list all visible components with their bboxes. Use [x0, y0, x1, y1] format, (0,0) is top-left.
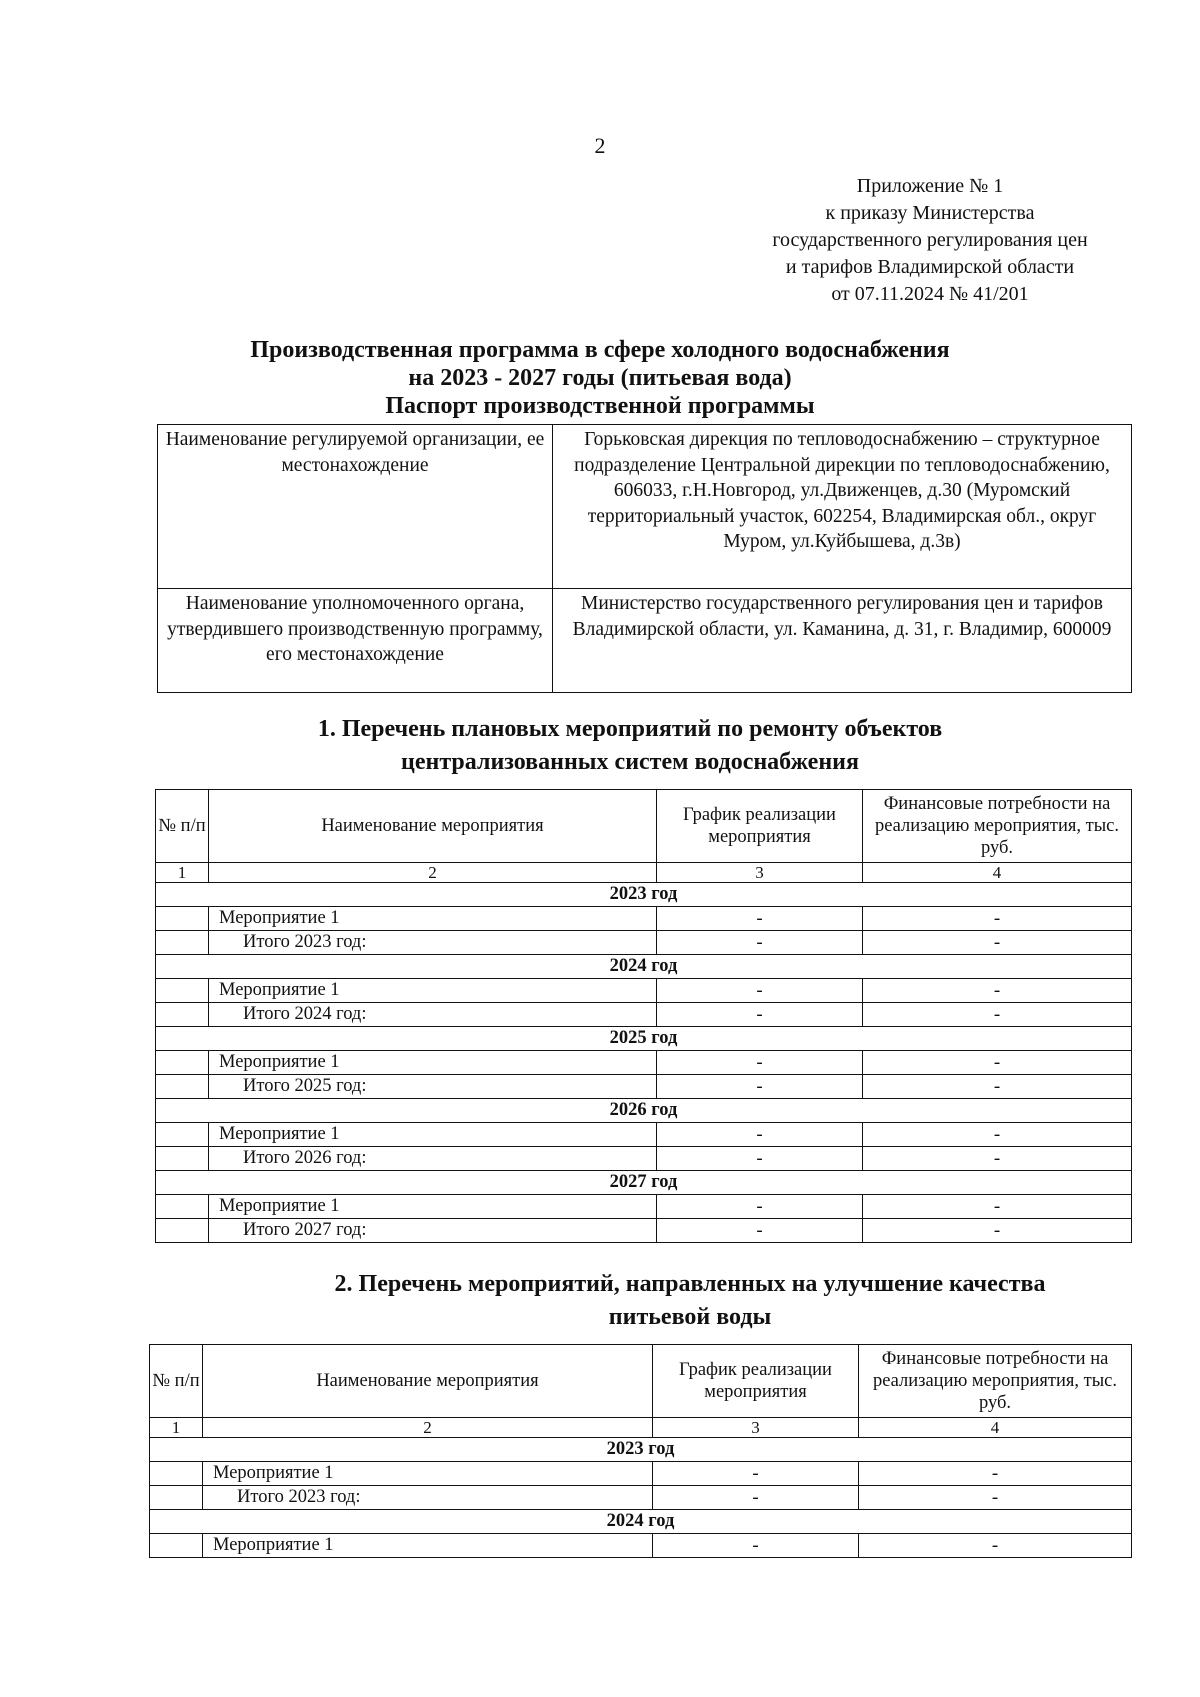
- table-header-row: [150, 1345, 1132, 1418]
- measure-name: Мероприятие 1: [209, 979, 657, 1003]
- passport-label: Наименование регулируемой организации, ее местонахождение: [158, 425, 553, 589]
- row-number: [156, 1195, 209, 1219]
- column-number: 4: [859, 1418, 1132, 1438]
- measure-schedule: -: [653, 1462, 859, 1486]
- document-title: [150, 336, 1050, 420]
- measure-schedule: -: [657, 1123, 863, 1147]
- passport-row: [158, 589, 1132, 693]
- total-label: Итого 2026 год:: [209, 1147, 657, 1171]
- table-row: [156, 1051, 1132, 1075]
- passport-row: [158, 425, 1132, 589]
- total-label: Итого 2027 год:: [209, 1219, 657, 1243]
- total-finance: -: [863, 931, 1132, 955]
- year-row: [150, 1438, 1132, 1462]
- table-row: [156, 1195, 1132, 1219]
- annex-line: от 07.11.2024 № 41/201: [831, 283, 1029, 305]
- total-row: [156, 1147, 1132, 1171]
- column-number: 4: [863, 863, 1132, 883]
- year-label: 2023 год: [156, 883, 1132, 907]
- measure-schedule: -: [657, 1051, 863, 1075]
- total-finance: -: [859, 1486, 1132, 1510]
- row-number: [150, 1486, 203, 1510]
- measure-schedule: -: [657, 907, 863, 931]
- column-number: 3: [653, 1418, 859, 1438]
- header-name: Наименование мероприятия: [209, 790, 657, 863]
- title-line: на 2023 - 2027 годы (питьевая вода): [408, 365, 792, 391]
- total-schedule: -: [657, 1219, 863, 1243]
- total-row: [156, 1003, 1132, 1027]
- year-row: [156, 883, 1132, 907]
- year-row: [156, 955, 1132, 979]
- total-row: [156, 1219, 1132, 1243]
- total-finance: -: [863, 1219, 1132, 1243]
- header-name: Наименование мероприятия: [203, 1345, 653, 1418]
- section-title-line: централизованных систем водоснабжения: [401, 749, 859, 775]
- table-row: [156, 1123, 1132, 1147]
- measure-finance: -: [859, 1534, 1132, 1558]
- section-title-line: питьевой воды: [608, 1304, 772, 1330]
- total-schedule: -: [653, 1486, 859, 1510]
- table-header-row: [156, 790, 1132, 863]
- year-label: 2024 год: [150, 1510, 1132, 1534]
- measure-name: Мероприятие 1: [203, 1462, 653, 1486]
- section-1-title: [200, 713, 1060, 779]
- passport-value: Министерство государственного регулирования цен и тарифов Владимирской области, ул. Каманина, д. 31, г. Владимир, 600009: [553, 589, 1132, 693]
- total-row: [156, 1075, 1132, 1099]
- year-row: [156, 1099, 1132, 1123]
- total-schedule: -: [657, 1003, 863, 1027]
- header-schedule: График реализации мероприятия: [657, 790, 863, 863]
- page-number: 2: [594, 133, 606, 158]
- table-row: [150, 1534, 1132, 1558]
- column-number: 2: [203, 1418, 653, 1438]
- annex-line: к приказу Министерства: [825, 202, 1035, 224]
- measure-finance: -: [863, 1195, 1132, 1219]
- total-finance: -: [863, 1003, 1132, 1027]
- passport-value: [553, 425, 1132, 589]
- section-2-title: [250, 1268, 1130, 1334]
- header-schedule: График реализации мероприятия: [653, 1345, 859, 1418]
- total-row: [150, 1486, 1132, 1510]
- table-row: [156, 979, 1132, 1003]
- year-label: 2025 год: [156, 1027, 1132, 1051]
- measure-name: Мероприятие 1: [203, 1534, 653, 1558]
- year-row: [156, 1171, 1132, 1195]
- passport-value-part: 606033, г.Н.Новгород, ул.Движенцев, д.30 (Муромский территориальный участок, 602254, Владимирская обл., округ Муром, ул.Куйбышева, д.3в): [587, 480, 1097, 552]
- year-label: 2024 год: [156, 955, 1132, 979]
- annex-block: [700, 173, 1160, 308]
- total-label: Итого 2025 год:: [209, 1075, 657, 1099]
- year-label: 2027 год: [156, 1171, 1132, 1195]
- measure-name: Мероприятие 1: [209, 907, 657, 931]
- passport-title: Паспорт производственной программы: [385, 393, 815, 419]
- row-number: [156, 1051, 209, 1075]
- measure-schedule: -: [657, 1195, 863, 1219]
- column-number: 1: [156, 863, 209, 883]
- year-label: 2023 год: [150, 1438, 1132, 1462]
- total-label: Итого 2023 год:: [203, 1486, 653, 1510]
- year-row: [156, 1027, 1132, 1051]
- year-label: 2026 год: [156, 1099, 1132, 1123]
- passport-table: [157, 424, 1132, 693]
- measure-finance: -: [863, 979, 1132, 1003]
- measure-name: Мероприятие 1: [209, 1195, 657, 1219]
- measure-finance: -: [863, 907, 1132, 931]
- row-number: [156, 1075, 209, 1099]
- header-number: № п/п: [156, 790, 209, 863]
- measure-finance: -: [863, 1051, 1132, 1075]
- section-title-line: 1. Перечень плановых мероприятий по ремонту объектов: [317, 716, 943, 742]
- measure-name: Мероприятие 1: [209, 1123, 657, 1147]
- passport-label: Наименование уполномоченного органа, утвердившего производственную программу, его местонахождение: [158, 589, 553, 693]
- row-number: [156, 907, 209, 931]
- row-number: [150, 1462, 203, 1486]
- column-number-row: [156, 863, 1132, 883]
- passport-value-part: Горьковская дирекция по тепловодоснабжению – структурное подразделение Центральной дирекции по тепловодоснабжению,: [574, 429, 1110, 476]
- annex-line: государственного регулирования цен: [772, 229, 1088, 251]
- column-number-row: [150, 1418, 1132, 1438]
- water-quality-measures-table: [149, 1344, 1132, 1558]
- row-number: [156, 1219, 209, 1243]
- row-number: [156, 1147, 209, 1171]
- total-schedule: -: [657, 931, 863, 955]
- annex-line: Приложение № 1: [856, 175, 1004, 197]
- table-row: [150, 1462, 1132, 1486]
- row-number: [156, 1123, 209, 1147]
- measure-schedule: -: [653, 1534, 859, 1558]
- row-number: [156, 979, 209, 1003]
- measure-name: Мероприятие 1: [209, 1051, 657, 1075]
- annex-line: и тарифов Владимирской области: [785, 256, 1075, 278]
- header-finance: Финансовые потребности на реализацию мероприятия, тыс. руб.: [859, 1345, 1132, 1418]
- row-number: [156, 1003, 209, 1027]
- column-number: 3: [657, 863, 863, 883]
- measure-finance: -: [859, 1462, 1132, 1486]
- column-number: 2: [209, 863, 657, 883]
- row-number: [156, 931, 209, 955]
- measure-finance: -: [863, 1123, 1132, 1147]
- total-finance: -: [863, 1147, 1132, 1171]
- title-line: Производственная программа в сфере холодного водоснабжения: [250, 337, 950, 363]
- year-row: [150, 1510, 1132, 1534]
- repair-measures-table: [155, 789, 1132, 1243]
- total-label: Итого 2024 год:: [209, 1003, 657, 1027]
- total-label: Итого 2023 год:: [209, 931, 657, 955]
- section-title-line: 2. Перечень мероприятий, направленных на улучшение качества: [334, 1271, 1046, 1297]
- measure-schedule: -: [657, 979, 863, 1003]
- total-finance: -: [863, 1075, 1132, 1099]
- total-row: [156, 931, 1132, 955]
- column-number: 1: [150, 1418, 203, 1438]
- table-row: [156, 907, 1132, 931]
- total-schedule: -: [657, 1075, 863, 1099]
- total-schedule: -: [657, 1147, 863, 1171]
- row-number: [150, 1534, 203, 1558]
- header-number: № п/п: [150, 1345, 203, 1418]
- header-finance: Финансовые потребности на реализацию мероприятия, тыс. руб.: [863, 790, 1132, 863]
